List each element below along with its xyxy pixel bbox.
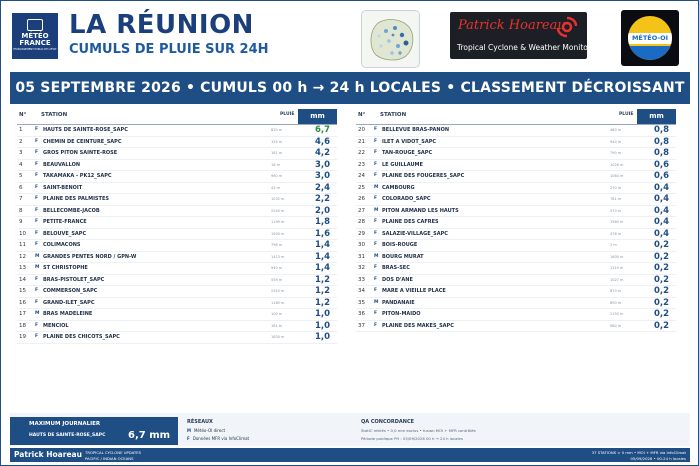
station-name: GRAND-ILET_SAPC	[43, 299, 95, 306]
station-altitude: 2150 m	[610, 312, 624, 316]
rain-value: 2,2	[314, 194, 330, 204]
table-row	[356, 309, 676, 321]
island-map-icon	[362, 11, 419, 67]
station-altitude: 480 m	[610, 128, 622, 132]
bottom-period: 05/09/2026 • 00-24 h locales	[630, 456, 686, 461]
rain-value: 0,6	[653, 159, 669, 170]
table-row	[17, 252, 337, 264]
station-name: PETITE-FRANCE	[43, 219, 87, 225]
rain-value: 1,2	[314, 286, 330, 296]
rain-value: 1,4	[314, 263, 330, 273]
station-name: BELLEVUE BRAS-PANON	[382, 127, 450, 133]
date-banner: 05 SEPTEMBRE 2026 • CUMULS 00 h → 24 h LOCALES • CLASSEMENT DÉCROISSANT	[10, 72, 690, 104]
network-code: M	[374, 299, 379, 305]
rain-value: 0,8	[653, 125, 669, 135]
station-name: PLAINE DES FOUGERES_SAPC	[382, 173, 465, 179]
station-altitude: 1600 m	[610, 254, 624, 259]
meteo-oi-sun-icon	[628, 16, 672, 60]
station-name: HAUTS DE SAINTE-ROSE_SAPC	[43, 127, 128, 133]
rank-number: 24	[358, 173, 365, 179]
station-altitude: 798 m	[271, 243, 283, 247]
network-code: F	[35, 276, 39, 282]
table-row	[17, 275, 337, 287]
rank-number: 34	[358, 288, 365, 294]
rank-number: 16	[19, 299, 26, 306]
daily-max-box	[10, 417, 178, 445]
table-row	[17, 194, 337, 206]
networks-title: RÉSEAUX	[187, 419, 213, 425]
table-row	[356, 286, 676, 298]
rank-number: 12	[19, 253, 26, 260]
table-row	[17, 240, 337, 252]
station-altitude: 940 m	[271, 266, 283, 270]
rain-value: 0,8	[653, 136, 669, 147]
station-altitude: 1413 m	[271, 254, 285, 259]
table-header	[356, 109, 676, 125]
table-body	[17, 125, 337, 344]
rain-value: 0,2	[653, 320, 669, 331]
header-mm: mm	[298, 109, 337, 124]
rank-number: 27	[358, 207, 365, 214]
station-altitude: 1210 m	[610, 266, 624, 270]
qa-concordance	[361, 419, 476, 441]
table-row	[356, 263, 676, 275]
bottom-tagline: PACIFIC / INDIAN OCEANS	[85, 456, 134, 461]
station-altitude: 181 m	[271, 151, 283, 155]
rank-number: 18	[19, 322, 26, 329]
rain-value: 0,2	[653, 263, 669, 273]
qa-line: Période publique PH : 05/09/2026 00 h → 24 h locales	[361, 436, 463, 441]
network-code: M	[374, 207, 379, 213]
table-row	[17, 332, 337, 344]
network-code: F	[35, 150, 39, 155]
station-altitude: 890 m	[610, 300, 622, 305]
table-row	[356, 321, 676, 333]
network-code: F	[35, 161, 39, 167]
reunion-map-thumbnail	[361, 10, 420, 68]
qa-title: QA CONCORDANCE	[361, 419, 415, 425]
header-num: N°	[19, 112, 27, 118]
rank-number: 14	[19, 276, 26, 283]
meteo-france-logo	[12, 13, 58, 59]
station-name: PITON-MAIDO	[382, 311, 421, 317]
table-row	[356, 229, 676, 241]
rain-value: 0,2	[653, 286, 669, 296]
cyclone-icon	[556, 16, 578, 38]
table-row	[17, 309, 337, 321]
rain-value: 6,7	[314, 125, 330, 135]
rain-value: 1,4	[314, 251, 330, 262]
table-row	[17, 229, 337, 241]
rank-number: 8	[19, 207, 23, 214]
network-code: F	[374, 127, 378, 132]
table-row	[356, 148, 676, 160]
network-code: F	[374, 322, 378, 328]
rank-number: 6	[19, 184, 23, 191]
rank-number: 35	[358, 299, 365, 306]
rain-value: 1,4	[314, 240, 330, 250]
header-rain: PLUIE	[280, 112, 295, 117]
network-code: F	[35, 230, 39, 236]
table-row	[356, 275, 676, 287]
station-altitude: 556 m	[271, 277, 283, 282]
network-code: F	[374, 311, 378, 316]
rain-value: 1,2	[314, 274, 330, 285]
table-row	[356, 183, 676, 195]
station-name: PITON ARMAND LES HAUTS	[382, 207, 459, 214]
rain-value: 0,4	[653, 228, 669, 239]
header-num: N°	[358, 112, 366, 118]
station-altitude: 1180 m	[271, 300, 285, 305]
rank-number: 1	[19, 127, 23, 133]
table-row	[17, 125, 337, 137]
station-altitude: 16 m	[271, 162, 280, 167]
rain-value: 3,0	[314, 159, 330, 170]
rank-number: 23	[358, 161, 365, 168]
station-name: GRANDES PENTES NORD / GPN-W	[43, 253, 137, 260]
rain-value: 2,4	[314, 182, 330, 193]
rain-value: 0,2	[653, 274, 669, 285]
qa-line: StatIC retirés • 0,0 mm exclus • fusion MOI + MFR contrôlée	[361, 428, 476, 433]
table-row	[17, 217, 337, 229]
network-code: F	[374, 265, 378, 270]
station-name: GROS PITON SAINTE-ROSE	[43, 150, 118, 156]
station-altitude: 2310 m	[271, 289, 285, 293]
station-altitude: 1032 m	[271, 197, 285, 201]
station-altitude: 3 m	[610, 243, 617, 247]
rank-number: 4	[19, 161, 23, 168]
bottom-bar	[10, 448, 690, 462]
rain-value: 1,8	[314, 217, 330, 227]
rank-number: 10	[19, 230, 26, 237]
table-row	[356, 125, 676, 137]
network-code: F	[374, 276, 378, 282]
station-altitude: 1560 m	[610, 220, 624, 224]
header-station: STATION	[380, 112, 407, 118]
rain-value: 3,0	[314, 171, 330, 181]
station-name: LE GUILLAUME	[382, 161, 423, 168]
network-label: Données MFR via InfoClimat	[192, 436, 250, 441]
table-row	[356, 171, 676, 183]
table-row	[17, 298, 337, 310]
station-name: COLIMACONS	[43, 242, 81, 248]
rank-number: 29	[358, 230, 365, 237]
network-code: F	[374, 242, 378, 247]
table-header	[17, 109, 337, 125]
station-altitude: 1026 m	[610, 162, 624, 167]
table-row	[356, 160, 676, 172]
station-name: MENCIOL	[43, 322, 69, 329]
rank-number: 33	[358, 276, 365, 283]
station-altitude: 1064 m	[610, 174, 624, 178]
station-name: ST CHRISTOPHE	[43, 265, 88, 271]
rank-number: 36	[358, 311, 365, 317]
station-altitude: 270 m	[610, 185, 622, 190]
rank-number: 3	[19, 150, 23, 156]
rain-value: 0,2	[653, 251, 669, 262]
bottom-stats: 37 STATIONS > 0 mm • MOI + MFR via InfoClimat	[591, 450, 686, 455]
rank-number: 31	[358, 253, 365, 260]
rank-number: 26	[358, 196, 365, 202]
network-code: F	[35, 322, 39, 328]
network-code: M	[35, 265, 40, 270]
ranking-table-left	[17, 109, 337, 344]
rank-number: 30	[358, 242, 365, 248]
network-code: F	[374, 219, 378, 224]
mf-brand-line2: FRANCE	[19, 39, 51, 47]
rain-value: 1,0	[314, 320, 330, 331]
table-row	[17, 206, 337, 218]
network-code: F	[35, 138, 39, 144]
network-code: F	[374, 196, 378, 201]
rank-number: 11	[19, 242, 26, 248]
table-row	[356, 137, 676, 149]
network-code: F	[35, 288, 39, 293]
network-code: F	[35, 242, 39, 247]
station-name: SALAZIE-VILLAGE_SAPC	[382, 230, 448, 237]
table-row	[17, 160, 337, 172]
bottom-name: Patrick Hoareau	[14, 450, 82, 459]
rank-number: 32	[358, 265, 365, 271]
station-name: PLAINE DES PALMISTES	[43, 196, 109, 202]
station-name: BELOUVE_SAPC	[43, 230, 87, 237]
network-code: F	[187, 436, 190, 441]
network-code: F	[35, 196, 39, 201]
station-altitude: 980 m	[610, 323, 622, 328]
station-altitude: 1199 m	[271, 220, 285, 224]
rain-value: 0,2	[653, 309, 669, 319]
station-altitude: 100 m	[271, 312, 283, 316]
table-row	[356, 240, 676, 252]
max-value: 6,7 mm	[128, 430, 171, 441]
station-altitude: 1500 m	[271, 231, 285, 236]
station-name: BRAS-SEC	[382, 265, 410, 271]
rain-value: 4,6	[314, 136, 330, 147]
station-name: TAKAMAKA - PK12_SAPC	[43, 173, 112, 179]
station-name: COLORADO_SAPC	[382, 196, 431, 202]
network-item-m	[187, 428, 249, 433]
rain-value: 0,6	[653, 171, 669, 181]
page-subtitle: CUMULS DE PLUIE SUR 24H	[69, 42, 269, 57]
network-code: F	[35, 299, 39, 305]
station-name: CHEMIN DE CEINTURE_SAPC	[43, 138, 122, 145]
network-code: M	[374, 253, 379, 259]
network-code: M	[374, 184, 379, 190]
station-name: PANDANAIE	[382, 299, 415, 306]
rank-number: 19	[19, 334, 26, 340]
ranking-table-right	[356, 109, 676, 332]
station-altitude: 2240 m	[271, 208, 285, 213]
station-name: COMMERSON_SAPC	[43, 288, 98, 294]
network-code: F	[374, 150, 378, 155]
station-altitude: 790 m	[610, 151, 622, 155]
network-item-f	[187, 436, 249, 441]
network-code: F	[35, 207, 39, 213]
station-name: PLAINE DES MAKES_SAPC	[382, 322, 454, 329]
table-row	[17, 321, 337, 333]
rain-value: 1,0	[314, 309, 330, 319]
table-row	[17, 183, 337, 195]
rank-number: 2	[19, 138, 23, 145]
station-altitude: 960 m	[271, 174, 283, 178]
page-title: LA RÉUNION	[69, 10, 254, 40]
max-label: MAXIMUM JOURNALIER	[29, 421, 101, 427]
partner-name: Patrick Hoareau	[458, 18, 566, 33]
network-code: M	[35, 253, 40, 259]
table-row	[17, 148, 337, 160]
rain-value: 0,2	[653, 297, 669, 308]
station-name: MARE A VIEILLE PLACE	[382, 288, 446, 294]
station-name: BRAS-PISTOLET_SAPC	[43, 276, 105, 283]
station-altitude: 870 m	[610, 289, 622, 293]
station-name: BELLECOMBE-JACOB	[43, 207, 100, 214]
table-body	[356, 125, 676, 332]
rank-number: 21	[358, 138, 365, 145]
rain-value: 0,4	[653, 217, 669, 227]
station-altitude: 43 m	[271, 185, 280, 190]
table-row	[17, 137, 337, 149]
rank-number: 25	[358, 184, 365, 191]
station-name: CAMBOURG	[382, 184, 415, 191]
rank-number: 17	[19, 311, 26, 317]
network-code: F	[35, 219, 39, 224]
table-row	[17, 263, 337, 275]
station-altitude: 476 m	[610, 231, 622, 236]
meteo-oi-text: MÉTÉO-OI	[631, 34, 669, 42]
table-row	[356, 194, 676, 206]
partner-tagline: Tropical Cyclone & Weather Monitoring	[457, 43, 603, 52]
network-label: Météo-OI direct	[193, 428, 226, 433]
table-row	[356, 217, 676, 229]
network-code: M	[187, 428, 191, 433]
networks-legend	[187, 419, 249, 441]
network-code: F	[374, 161, 378, 167]
station-name: BOURG MURAT	[382, 253, 424, 260]
bottom-tagline: TROPICAL CYCLONE UPDATES	[85, 450, 142, 455]
rank-number: 7	[19, 196, 23, 202]
rank-number: 20	[358, 127, 365, 133]
rain-value: 1,2	[314, 297, 330, 308]
mf-brand-line1: MÉTÉO	[21, 32, 49, 40]
header-mm: mm	[637, 109, 676, 124]
rank-number: 28	[358, 219, 365, 225]
station-altitude: 820 m	[271, 128, 283, 132]
station-altitude: 570 m	[610, 208, 622, 213]
rain-value: 1,0	[314, 332, 330, 342]
station-altitude: 940 m	[610, 139, 622, 144]
network-code: F	[35, 127, 39, 132]
network-code: F	[374, 173, 378, 178]
meteo-france-mark-icon	[27, 19, 43, 31]
mf-small-text: ÉTABLISSEMENT PUBLIC DE L'ÉTAT	[13, 48, 57, 51]
max-station: HAUTS DE SAINTE-ROSE_SAPC	[29, 433, 106, 438]
rain-value: 0,2	[653, 240, 669, 250]
station-name: BEAUVALLON	[43, 161, 81, 168]
rain-value: 0,4	[653, 182, 669, 193]
station-name: SAINT-BENOIT	[43, 184, 83, 191]
rain-value: 4,2	[314, 148, 330, 158]
rank-number: 9	[19, 219, 23, 225]
station-name: DOS D'ANE	[382, 276, 413, 283]
network-code: F	[35, 173, 39, 178]
table-row	[356, 206, 676, 218]
station-altitude: 781 m	[610, 197, 622, 201]
network-code: F	[374, 288, 378, 293]
header-rain: PLUIE	[619, 112, 634, 117]
station-name: BOIS-ROUGE	[382, 242, 418, 248]
rank-number: 13	[19, 265, 26, 271]
station-altitude: 181 m	[271, 323, 283, 328]
network-code: F	[35, 334, 39, 339]
station-altitude: 1027 m	[610, 277, 624, 282]
table-row	[356, 252, 676, 264]
station-name: PLAINE DES CAFRES	[382, 219, 439, 225]
network-code: F	[374, 138, 378, 144]
rank-number: 37	[358, 322, 365, 329]
rank-number: 22	[358, 150, 365, 156]
rain-value: 0,4	[653, 205, 669, 216]
rank-number: 5	[19, 173, 23, 179]
table-row	[17, 286, 337, 298]
rank-number: 15	[19, 288, 26, 294]
header-station: STATION	[41, 112, 68, 118]
network-code: M	[35, 311, 40, 316]
network-code: F	[35, 184, 39, 190]
station-name: PLAINE DES CHICOTS_SAPC	[43, 334, 120, 340]
station-name: ILET A VIDOT_SAPC	[382, 138, 437, 145]
station-name: BRAS MADELEINE	[43, 311, 93, 317]
table-row	[17, 171, 337, 183]
rain-value: 0,8	[653, 148, 669, 158]
station-altitude: 1834 m	[271, 335, 285, 339]
meteo-oi-logo	[621, 10, 679, 66]
rain-value: 1,6	[314, 228, 330, 239]
table-row	[356, 298, 676, 310]
station-altitude: 155 m	[271, 139, 283, 144]
rain-value: 0,4	[653, 194, 669, 204]
station-name: TAN-ROUGE_SAPC	[382, 150, 433, 156]
patrick-hoareau-logo	[450, 12, 603, 59]
rain-value: 2,0	[314, 205, 330, 216]
network-code: F	[374, 230, 378, 236]
